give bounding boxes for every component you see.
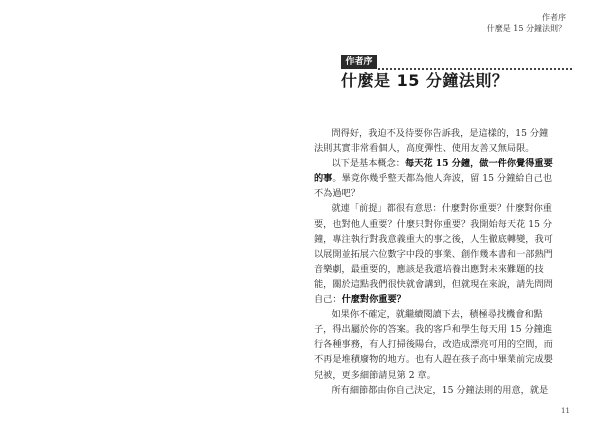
text-line (314, 368, 569, 383)
body-paragraph (314, 126, 569, 156)
text-line (314, 247, 569, 262)
text-line (314, 383, 569, 398)
body-text (314, 126, 569, 398)
running-head (487, 12, 566, 34)
text-line (314, 337, 569, 352)
text-segment: 就連「前提」都很有意思：什麼對你重要？什麼對你重 (331, 203, 552, 215)
text-line (314, 186, 569, 201)
text-segment: 法則其實非常看個人，高度彈性、使用友善又無局限。 (314, 143, 535, 155)
text-line (314, 126, 569, 141)
text-line (314, 307, 569, 322)
page-number: 11 (561, 407, 570, 415)
text-segment: 以展開並拓展六位數字中段的事業、創作幾本書和一部熱門 (314, 248, 553, 260)
text-line (314, 201, 569, 216)
text-segment: 鐘，專注執行對我意義重大的事之後，人生徹底轉變，我可 (314, 233, 553, 245)
text-segment: 自己： (314, 294, 342, 306)
chapter-title: 什麼是 15 分鐘法則？ (341, 71, 509, 90)
text-segment: 能，關於這點我們很快就會講到，但就現在來說，請先問問 (314, 278, 553, 290)
body-paragraph (314, 201, 569, 307)
text-segment: 子，得出屬於你的答案。我的客戶和學生每天用 15 分鐘進 (314, 324, 553, 336)
text-line (314, 141, 569, 156)
text-segment: 所有細節都由你自己決定，15 分鐘法則的用意，就是 (331, 384, 549, 396)
text-line (314, 352, 569, 367)
bold-text: 的事 (314, 173, 333, 185)
text-line (314, 171, 569, 186)
text-line (314, 292, 569, 307)
text-segment: 。畢竟你幾乎整天都為他人奔波，留 15 分鐘給自己也 (332, 173, 553, 185)
body-paragraph (314, 156, 569, 201)
text-line (314, 322, 569, 337)
bold-text: 什麼對你重要？ (341, 294, 406, 306)
text-line (314, 217, 569, 232)
text-segment: 要，也對他人重要？什麼只對你重要？我開始每天花 15 分 (314, 218, 553, 230)
text-line (314, 232, 569, 247)
text-segment: 以下是基本概念： (331, 158, 405, 170)
body-paragraph (314, 307, 569, 382)
text-segment: 問得好，我迫不及待要你告訴我，是這樣的，15 分鐘 (331, 128, 549, 139)
text-segment: 如果你不確定，就繼續閱讀下去，積極尋找機會和點 (331, 309, 543, 321)
text-segment: 兒被，更多細節請見第 2 章。 (314, 369, 436, 381)
bold-text: 每天花 15 分鐘，做一件你覺得重要 (404, 158, 553, 170)
text-line (314, 277, 569, 292)
section-tag: 作者序 (341, 55, 377, 69)
body-paragraph (314, 383, 569, 398)
text-segment: 不為過吧？ (314, 188, 360, 200)
text-segment: 音樂劇，最重要的，應該是我還培養出應對未來難題的技 (314, 263, 544, 275)
text-segment: 行各種事務，有人打掃後陽台，改造成漂亮可用的空間，而 (314, 339, 553, 351)
text-line (314, 156, 569, 171)
running-head-section: 作者序 (542, 13, 566, 22)
text-segment: 不再是堆積廢物的地方。也有人趕在孩子高中畢業前完成嬰 (314, 354, 553, 366)
text-line (314, 262, 569, 277)
running-head-title: 什麼是 15 分鐘法則？ (486, 24, 566, 33)
